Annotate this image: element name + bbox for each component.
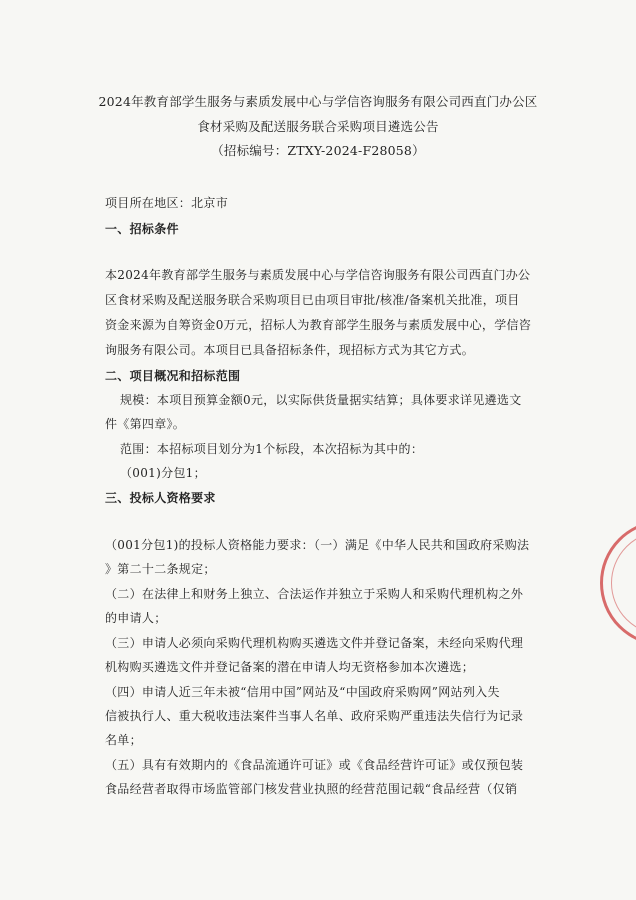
official-seal [600, 520, 636, 646]
scope-line: 范围：本招标项目划分为1个标段，本次招标为其中的： [120, 442, 424, 456]
section3-line: （001分包1)的投标人资格能力要求：（一）满足《中华人民共和国政府采购法 [105, 538, 530, 552]
section3-line: （二）在法律上和财务上独立、合法运作并独立于采购人和采购代理机构之外 [105, 587, 524, 601]
section3-line: 机构购买遴选文件并登记备案的潜在申请人均无资格参加本次遴选； [105, 660, 475, 674]
section3-line: 名单； [105, 733, 142, 747]
document-title-line2: 食材采购及配送服务联合采购项目遴选公告 [197, 119, 439, 134]
section1-para-line: 区食材采购及配送服务联合采购项目已由项目审批/核准/备案机关批准，项目 [105, 293, 520, 307]
section1-para-line: 本2024年教育部学生服务与素质发展中心与学信咨询服务有限公司西直门办公 [105, 268, 531, 282]
section3-line: （三）申请人必须向采购代理机构购买遴选文件并登记备案，未经向采购代理 [105, 636, 524, 650]
official-seal-inner-ring [611, 531, 636, 635]
section1-heading: 一、招标条件 [105, 222, 179, 236]
section3-line: 的申请人； [105, 611, 167, 625]
section3-heading: 三、投标人资格要求 [105, 491, 216, 505]
section1-para-line: 资金来源为自筹资金0万元，招标人为教育部学生服务与素质发展中心，学信咨 [105, 318, 532, 332]
scale-line1: 规模：本项目预算金额0元，以实际供货量据实结算；具体要求详见遴选文 [120, 393, 522, 407]
section3-line: （五）具有有效期内的《食品流通许可证》或《食品经营许可证》或仅预包装 [105, 758, 524, 772]
document-title-line1: 2024年教育部学生服务与素质发展中心与学信咨询服务有限公司西直门办公区 [98, 94, 538, 109]
section3-line: 》第二十二条规定； [105, 562, 216, 576]
section3-line: （四）申请人近三年未被“信用中国”网站及“中国政府采购网”网站列入失 [105, 685, 500, 699]
bid-number: （招标编号：ZTXY-2024-F28058） [211, 143, 425, 158]
section1-para-line: 询服务有限公司。本项目已具备招标条件，现招标方式为其它方式。 [105, 343, 475, 357]
package-line: （001)分包1； [120, 466, 206, 480]
section3-line: 食品经营者取得市场监管部门核发营业执照的经营范围记载“食品经营（仅销 [105, 782, 518, 796]
section2-heading: 二、项目概况和招标范围 [105, 369, 241, 383]
section3-line: 信被执行人、重大税收违法案件当事人名单、政府采购严重违法失信行为记录 [105, 709, 524, 723]
project-location: 项目所在地区：北京市 [105, 196, 229, 210]
scale-line2: 件《第四章》。 [105, 417, 186, 431]
